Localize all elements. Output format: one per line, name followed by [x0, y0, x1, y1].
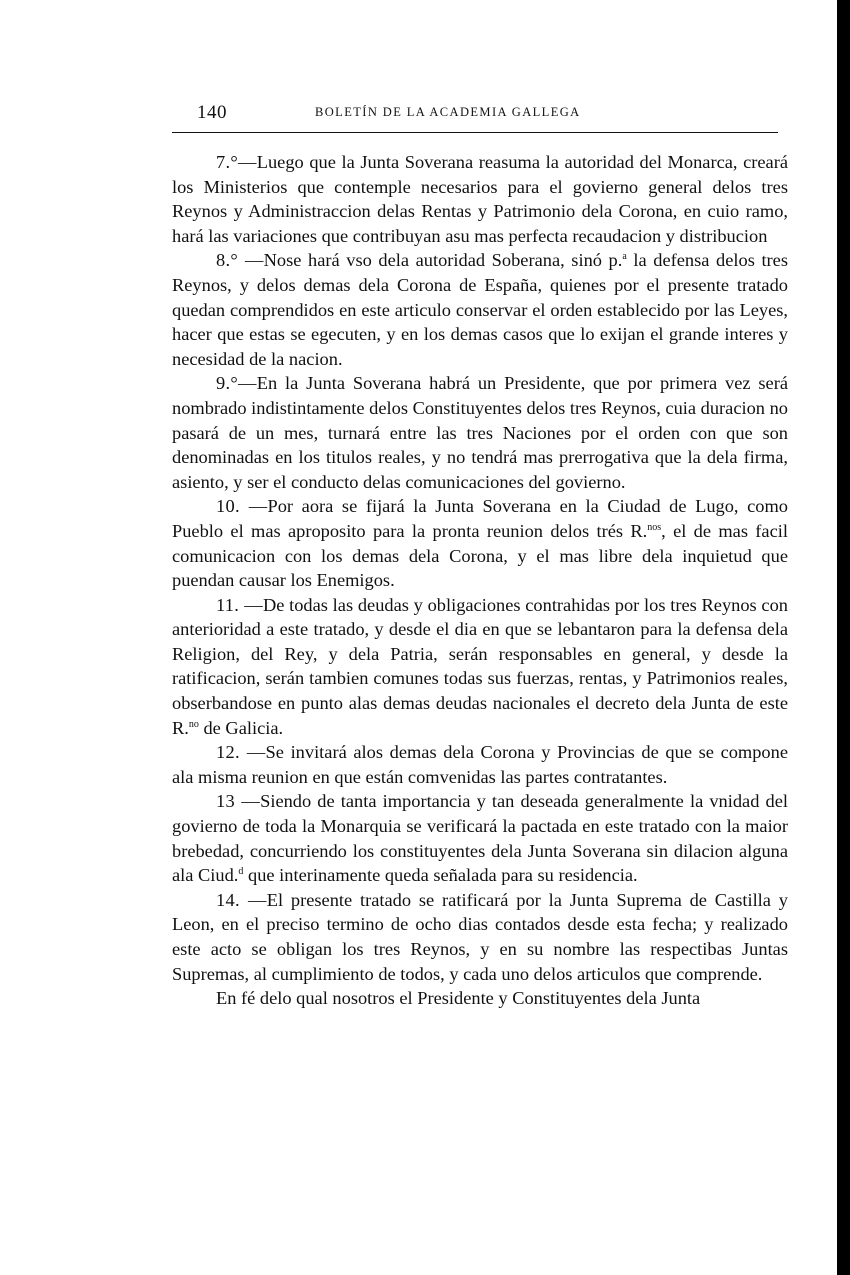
superscript-abbrev: d	[238, 866, 244, 878]
article-text: que interinamente queda señalada para su residencia.	[243, 865, 638, 886]
article-text: Nose hará vso dela autoridad Soberana, sinó p.	[263, 250, 623, 271]
article-number: 10. —	[216, 496, 268, 517]
article-8	[172, 248, 788, 371]
article-number: 11. —	[216, 594, 263, 615]
superscript-abbrev: no	[188, 718, 199, 730]
article-13	[172, 789, 788, 887]
article-text: Siendo de tanta importancia y tan deseada generalmente la vnidad del govierno de toda la Monarquia se verificará la pactada en este tratado con la maior brebedad, concurriendo los constituyentes dela Junta Soverana sin dilacion alguna ala Ciud.	[172, 791, 788, 886]
article-text: Por aora se fijará la Junta Soverana en la Ciudad de Lugo, como Pueblo el mas aproposito para la pronta reunion delos trés R.	[172, 496, 788, 541]
page-number: 140	[197, 102, 227, 123]
article-text: de Galicia.	[198, 717, 284, 738]
article-12	[172, 740, 788, 789]
article-9	[172, 371, 788, 494]
article-text: , el de mas facil comunicacion con los demas dela Corona, y el mas libre dela inquietud que puendan causar los Enemigos.	[172, 520, 788, 591]
superscript-abbrev: a	[622, 251, 627, 263]
article-number: 12. —	[216, 742, 266, 763]
article-text: En la Junta Soverana habrá un Presidente, que por primera vez será nombrado indistintamente delos Constituyentes delos tres Reynos, cuia duracion no pasará de un mes, turnará entre las tres Naciones por el orden con que son denominadas en los titulos reales, y no tendrá mas prerrogativa que la dela firma, asiento, y ser el conducto delas comunicaciones del govierno.	[172, 373, 788, 492]
article-text: Luego que la Junta Soverana reasuma la autoridad del Monarca, creará los Ministerios que contemple necesarios para el govierno general delos tres Reynos y Administraccion delas Rentas y Patrimonio dela Corona, en cuio ramo, hará las variaciones que contribuyan asu mas perfecta recaudacion y distribucion	[172, 152, 788, 246]
page-header	[197, 100, 777, 124]
article-7	[172, 150, 788, 248]
article-number: 8.° —	[216, 250, 264, 271]
article-text: Se invitará alos demas dela Corona y Provincias de que se compone ala misma reunion en que están comvenidas las partes contratantes.	[172, 742, 788, 787]
article-number: 7.°—	[216, 152, 257, 172]
article-14	[172, 888, 788, 986]
scan-edge-strip	[837, 0, 850, 1275]
superscript-abbrev: nos	[647, 521, 662, 533]
article-text: El presente tratado se ratificará por la Junta Suprema de Castilla y Leon, en el preciso termino de ocho dias contados desde esta fecha; y realizado este acto se obligan los tres Reynos, y en su nombre las respectibas Juntas Supremas, al cumplimiento de todos, y cada uno delos articulos que comprende.	[172, 889, 788, 984]
body-text	[172, 150, 788, 1011]
running-title: BOLETÍN DE LA ACADEMIA GALLEGA	[315, 105, 581, 119]
article-number: 9.°—	[216, 373, 257, 394]
article-number: 13 —	[216, 791, 261, 812]
article-text: De todas las deudas y obligaciones contrahidas por los tres Reynos con anterioridad a este tratado, y desde el dia en que se lebantaron para la defensa dela Religion, del Rey, y dela Patria, serán responsables en general, y desde la ratificacion, serán tambien comunes todas sus fuerzas, rentas, y Patrimonios reales, obserbandose en punto alas demas deudas nacionales el decreto dela Junta de este R.	[172, 594, 788, 738]
closing-paragraph	[172, 986, 788, 1011]
header-rule	[172, 132, 778, 133]
article-10	[172, 494, 788, 592]
article-11	[172, 593, 788, 741]
article-number: 14. —	[216, 889, 267, 910]
article-text: la defensa delos tres Reynos, y delos demas dela Corona de España, quienes por el presente tratado quedan comprendidos en este articulo conservar el orden establecido por las Leyes, hacer que estas se egecuten, y en los demas casos que lo exijan el grande interes y necesidad de la nacion.	[172, 250, 788, 369]
article-text: En fé delo qual nosotros el Presidente y Constituyentes dela Junta	[216, 988, 701, 1009]
